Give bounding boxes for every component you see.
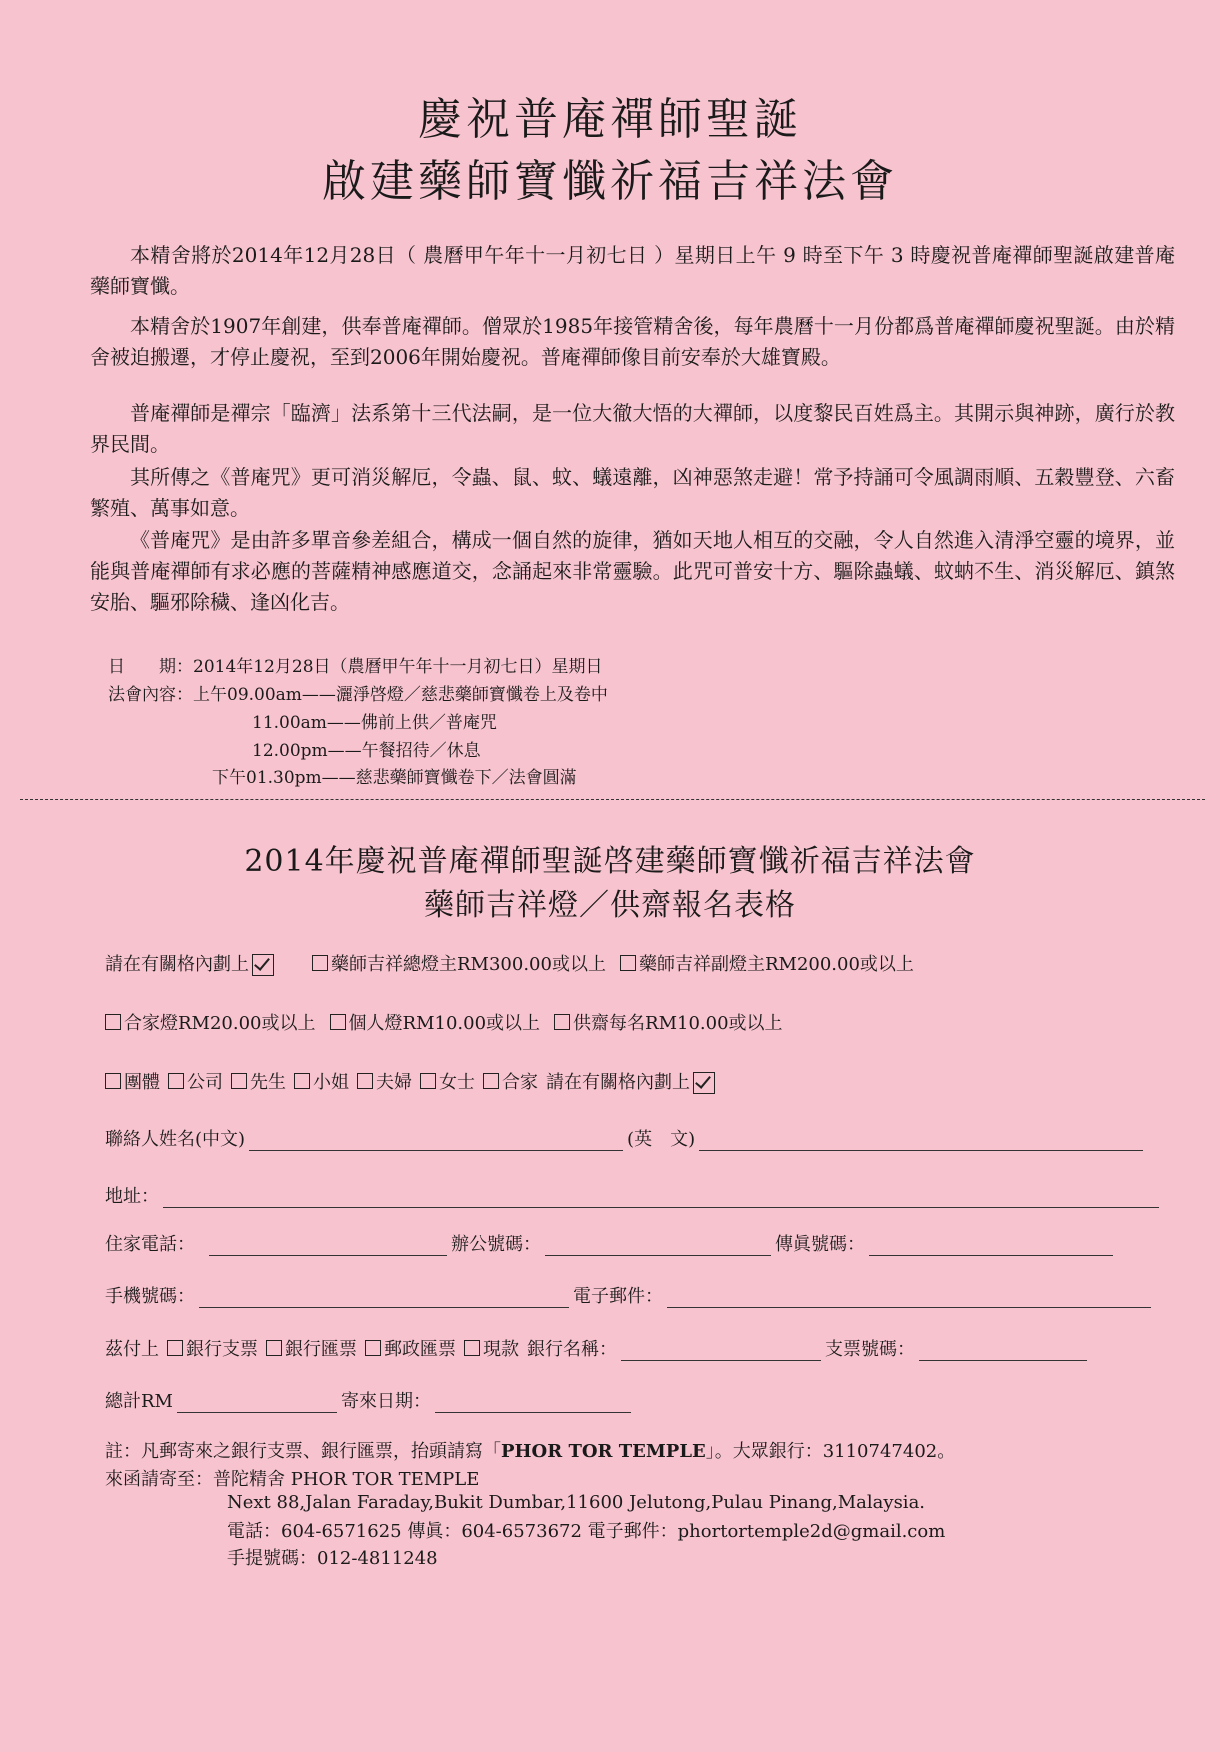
address-label: 地址： <box>105 1186 159 1207</box>
total-field[interactable] <box>177 1394 337 1413</box>
checkmark-icon <box>693 1072 715 1094</box>
intro-paragraph-1: 本精舍將於2014年12月28日（ 農曆甲午年十一月初七日 ）星期日上午 9 時至下午 3 時慶祝普庵禪師聖誕啟建普庵藥師寶懺。 <box>90 243 1175 298</box>
note-suffix: 」。大眾銀行：3110747402。 <box>705 1441 956 1462</box>
name-en-label: (英 文) <box>627 1129 696 1150</box>
checkbox-icon[interactable] <box>167 1340 183 1356</box>
checkbox-icon[interactable] <box>357 1073 373 1089</box>
title-option-miss[interactable]: 小姐 <box>294 1068 349 1094</box>
payment-option-postal-order[interactable]: 郵政匯票 <box>365 1335 456 1361</box>
checkbox-icon[interactable] <box>554 1014 570 1030</box>
checkmark-icon <box>252 954 274 976</box>
schedule-date-label: 日 期： <box>108 657 193 677</box>
email-label: 電子郵件： <box>573 1286 663 1307</box>
note-prefix: 註：凡郵寄來之銀行支票、銀行匯票，抬頭請寫「 <box>105 1441 501 1462</box>
schedule-item-1 <box>108 680 608 705</box>
form-row-payment <box>105 1335 1091 1361</box>
bank-name-label: 銀行名稱： <box>527 1339 617 1360</box>
total-label: 總計RM <box>105 1391 173 1412</box>
lamp-option-personal[interactable]: 個人燈RM10.00或以上 <box>330 1009 541 1035</box>
schedule-item-4: 下午01.30pm——慈悲藥師寶懺卷下／法會圓滿 <box>212 768 577 788</box>
name-en-field[interactable] <box>699 1132 1143 1151</box>
fax-label: 傳眞號碼： <box>775 1234 865 1255</box>
checkbox-icon[interactable] <box>365 1340 381 1356</box>
temple-name: 普陀精舍 PHOR TOR TEMPLE <box>213 1469 480 1490</box>
instruction-text-2: 請在有關格內劃上 <box>546 1072 690 1093</box>
form-row-titles <box>105 1068 715 1094</box>
form-row-lamps-other <box>105 1009 797 1035</box>
lamp-option-main[interactable]: 藥師吉祥總燈主RM300.00或以上 <box>312 950 606 976</box>
form-row-mobile-email <box>105 1282 1155 1308</box>
schedule-content-label: 法會內容： <box>108 685 193 705</box>
form-row-address <box>105 1182 1163 1208</box>
mobile-line: 手提號碼：012-4811248 <box>227 1548 438 1569</box>
checkbox-icon[interactable] <box>105 1073 121 1089</box>
mobile-label: 手機號碼： <box>105 1286 195 1307</box>
form-row-lamps-main <box>105 950 928 976</box>
cheque-no-label: 支票號碼： <box>825 1339 915 1360</box>
checkbox-icon[interactable] <box>312 955 328 971</box>
schedule-item-3: 12.00pm——午餐招待／休息 <box>252 741 481 761</box>
payment-note <box>105 1437 955 1463</box>
title-option-madam[interactable]: 女士 <box>420 1068 475 1094</box>
form-title-line2: 藥師吉祥燈／供齋報名表格 <box>424 888 796 923</box>
payment-option-bank-draft[interactable]: 銀行匯票 <box>266 1335 357 1361</box>
home-phone-field[interactable] <box>209 1237 447 1256</box>
checkbox-icon[interactable] <box>266 1340 282 1356</box>
checkbox-icon[interactable] <box>168 1073 184 1089</box>
page-title-line1: 慶祝普庵禪師聖誕 <box>418 94 802 145</box>
mail-to-line <box>105 1465 479 1491</box>
temple-address: Next 88,Jalan Faraday,Bukit Dumbar,11600 Jelutong,Pulau Pinang,Malaysia. <box>227 1492 926 1513</box>
payment-option-cash[interactable]: 現款 <box>464 1335 519 1361</box>
form-row-phones <box>105 1230 1117 1256</box>
lamp-option-meal[interactable]: 供齋每名RM10.00或以上 <box>554 1009 783 1035</box>
mobile-field[interactable] <box>199 1289 569 1308</box>
office-phone-field[interactable] <box>545 1237 771 1256</box>
schedule-item-text: 上午09.00am——灑淨啓燈／慈悲藥師寶懺卷上及卷中 <box>193 685 608 705</box>
home-phone-label: 住家電話： <box>105 1234 195 1255</box>
address-field[interactable] <box>163 1189 1159 1208</box>
intro-paragraph-3: 普庵禪師是禪宗「臨濟」法系第十三代法嗣，是一位大徹大悟的大禪師，以度黎民百姓爲主。其開示與神跡，廣行於教界民間。 <box>90 401 1175 456</box>
form-row-names <box>105 1125 1147 1151</box>
cut-line-divider <box>20 799 1205 800</box>
bank-name-field[interactable] <box>621 1342 821 1361</box>
lamp-option-deputy[interactable]: 藥師吉祥副燈主RM200.00或以上 <box>620 950 914 976</box>
title-option-company[interactable]: 公司 <box>168 1068 223 1094</box>
schedule-date <box>108 652 603 677</box>
intro-paragraph-4: 其所傳之《普庵咒》更可消災解厄，令蟲、鼠、蚊、蟻遠離，凶神惡煞走避！常予持誦可令風調雨順、五穀豐登、六畜繁殖、萬事如意。 <box>90 465 1175 520</box>
checkbox-icon[interactable] <box>464 1340 480 1356</box>
instruction-text: 請在有關格內劃上 <box>105 954 249 975</box>
schedule-item-2: 11.00am——佛前上供／普庵咒 <box>252 713 497 733</box>
send-date-label: 寄來日期： <box>340 1391 431 1412</box>
payment-option-bank-cheque[interactable]: 銀行支票 <box>167 1335 258 1361</box>
send-date-field[interactable] <box>435 1394 631 1413</box>
form-row-total <box>105 1387 635 1413</box>
page-title-line2: 啟建藥師寶懺祈福吉祥法會 <box>322 156 898 207</box>
form-title-line1: 2014年慶祝普庵禪師聖誕啓建藥師寶懺祈福吉祥法會 <box>244 844 976 879</box>
cheque-no-field[interactable] <box>919 1342 1087 1361</box>
title-option-mr[interactable]: 先生 <box>231 1068 286 1094</box>
checkbox-icon[interactable] <box>231 1073 247 1089</box>
payee-name: PHOR TOR TEMPLE <box>501 1441 706 1462</box>
payment-label: 茲付上 <box>105 1339 159 1360</box>
checkbox-icon[interactable] <box>620 955 636 971</box>
name-cn-field[interactable] <box>249 1132 623 1151</box>
checkbox-icon[interactable] <box>294 1073 310 1089</box>
checkbox-icon[interactable] <box>105 1014 121 1030</box>
intro-paragraph-5: 《普庵咒》是由許多單音參差組合，構成一個自然的旋律，猶如天地人相互的交融，令人自然進入清淨空靈的境界，並能與普庵禪師有求必應的菩薩精神感應道交，念誦起來非常靈驗。此咒可普安十方、驅除蟲蟻、蚊蚋不生、消災解厄、鎮煞安胎、驅邪除穢、逢凶化吉。 <box>90 528 1175 614</box>
fax-field[interactable] <box>869 1237 1113 1256</box>
title-option-family[interactable]: 合家 <box>483 1068 538 1094</box>
checkbox-icon[interactable] <box>420 1073 436 1089</box>
lamp-option-family[interactable]: 合家燈RM20.00或以上 <box>105 1009 316 1035</box>
intro-paragraph-2: 本精舍於1907年創建，供奉普庵禪師。僧眾於1985年接管精舍後，每年農曆十一月份都爲普庵禪師慶祝聖誕。由於精舍被迫搬遷，才停止慶祝，至到2006年開始慶祝。普庵禪師像目前安奉於大雄寶殿。 <box>90 314 1175 369</box>
checkbox-icon[interactable] <box>330 1014 346 1030</box>
title-option-group[interactable]: 團體 <box>105 1068 160 1094</box>
contact-line: 電話：604-6571625 傳眞：604-6573672 電子郵件：phortortemple2d@gmail.com <box>227 1521 946 1542</box>
name-cn-label: 聯絡人姓名(中文) <box>105 1129 246 1150</box>
title-option-couple[interactable]: 夫婦 <box>357 1068 412 1094</box>
mail-label: 來函請寄至： <box>105 1469 213 1490</box>
schedule-date-value: 2014年12月28日（農曆甲午年十一月初七日）星期日 <box>193 657 603 677</box>
office-phone-label: 辦公號碼： <box>451 1234 541 1255</box>
checkbox-icon[interactable] <box>483 1073 499 1089</box>
email-field[interactable] <box>667 1289 1151 1308</box>
